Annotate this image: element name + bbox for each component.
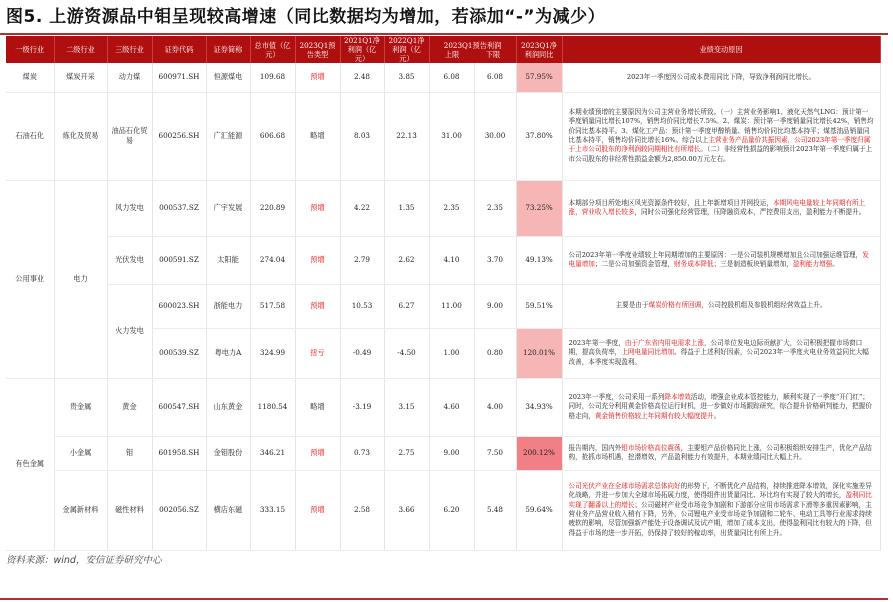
header-l2: 二级行业 <box>54 36 107 63</box>
cell-reason: 主要是由于煤炭价格有所回调，公司控股机组及参股机组经营效益上升。 <box>562 284 880 328</box>
cell-code: 600547.SH <box>152 378 206 436</box>
cell-name: 广汇能源 <box>206 92 250 180</box>
cell-upper: 6.08 <box>429 63 474 92</box>
cell-reason: 2023年一季度，公司采用一系列降本增效活动，增强企业成本管控能力，顺利实现了一季度“开门红”；同时，公司充分利用黄金价格高位运行时机，进一步做好市场跟踪研究，综合提升价格研判能力，把握价格走向，黄金销售价格较上年同期有较大幅度提升。 <box>562 378 880 436</box>
header-lower: 下限 <box>485 49 501 59</box>
cell-reason: 2023年第一季度，由于广东省内用电需求上涨，公司单位发电边际贡献扩大，公司积极把握市场窗口期，提高负荷率，上网电量同比增加。得益于上述利好因素，公司2023年一季度火电业务效益同比大幅改善，本季度实现盈利。 <box>562 328 880 378</box>
cell-name: 广宇发展 <box>206 180 250 236</box>
cell-mcap: 346.21 <box>250 436 295 470</box>
cell-upper: 9.00 <box>429 436 474 470</box>
cell-mcap: 109.68 <box>250 63 295 92</box>
table-row <box>6 436 880 470</box>
cell-name: 太阳能 <box>206 236 250 284</box>
cell-upper: 6.20 <box>429 470 474 550</box>
title-divider <box>0 33 888 35</box>
cell-upper: 11.00 <box>429 284 474 328</box>
cell-ftype: 略增 <box>295 92 340 180</box>
header-2022q1: 2022Q1净 利润（亿 元） <box>384 36 429 63</box>
cell-l3: 动力煤 <box>107 63 152 92</box>
cell-q21: 2.58 <box>340 470 384 550</box>
header-mcap: 总市值（亿元） <box>250 36 295 63</box>
cell-l1: 有色金属 <box>6 378 54 550</box>
header-upper: 上限 <box>444 49 460 59</box>
table-row <box>6 180 880 236</box>
cell-ftype: 略增 <box>295 378 340 436</box>
cell-l3: 光伏发电 <box>107 236 152 284</box>
cell-l1: 石油石化 <box>6 92 54 180</box>
cell-mcap: 274.04 <box>250 236 295 284</box>
cell-reason: 公司2023年第一季度业绩较上年同期增加的主要原因：一是公司装机规模增加且公司加强运维管理，发电量增加；二是公司加强资金管理，财务成本降低；三是制造板块销量增加，盈利能力增强。 <box>562 236 880 284</box>
cell-code: 600971.SH <box>152 63 206 92</box>
cell-yoy: 200.12% <box>516 436 562 470</box>
cell-reason: 本期业绩预增的主要原因为公司主营业务增长所致。（一）主营业务影响1、液化天然气LNG：预计第一季度销量同比增长107%，销售均价同比增长7.5%。2、煤炭：预计第一季度销量同比增长42%，销售均价同比基本持平。3、煤化工产品：预计第一季度甲醇销量、销售均价同比均基本持平；煤基油品销量同比基本持平，销售均价同比增长16%。综合以上主营业务产品量价共振因素，公司2023年第一季度归属于上市公司股东的净利润较同期相比有所增长。（二）非经营性损益的影响预计2023年第一季度归属于上市公司股东的非经常性损益金额为2,850.00万元左右。 <box>562 92 880 180</box>
cell-yoy: 37.80% <box>516 92 562 180</box>
cell-upper: 2.35 <box>429 180 474 236</box>
cell-q22: 2.75 <box>384 436 429 470</box>
cell-ftype: 预增 <box>295 180 340 236</box>
table-row <box>6 63 880 92</box>
cell-name: 金钼股份 <box>206 436 250 470</box>
cell-l2: 电力 <box>54 180 107 378</box>
cell-l3: 油品石化贸易 <box>107 92 152 180</box>
cell-q21: -3.19 <box>340 378 384 436</box>
header-l1: 一级行业 <box>6 36 54 63</box>
earnings-table <box>6 36 881 551</box>
cell-lower: 5.48 <box>474 470 516 550</box>
cell-name: 浙能电力 <box>206 284 250 328</box>
table-row <box>6 236 880 284</box>
cell-ftype: 预增 <box>295 236 340 284</box>
header-forecast-type: 2023Q1预告类型 <box>295 36 340 63</box>
cell-l3: 风力发电 <box>107 180 152 236</box>
cell-q22: 1.35 <box>384 180 429 236</box>
cell-q22: 3.66 <box>384 470 429 550</box>
cell-upper: 1.00 <box>429 328 474 378</box>
cell-code: 000591.SZ <box>152 236 206 284</box>
cell-q22: 22.13 <box>384 92 429 180</box>
cell-mcap: 517.58 <box>250 284 295 328</box>
cell-mcap: 333.15 <box>250 470 295 550</box>
figure-title: 图5. 上游资源品中钼呈现较高增速（同比数据均为增加，若添加“-”为减少） <box>6 7 606 27</box>
header-2023q1-forecast: 2023Q1预告利润 上限 下限 <box>429 36 516 63</box>
cell-l3: 黄金 <box>107 378 152 436</box>
cell-code: 600256.SH <box>152 92 206 180</box>
cell-q22: -4.50 <box>384 328 429 378</box>
cell-yoy: 57.95% <box>516 63 562 92</box>
cell-lower: 4.00 <box>474 378 516 436</box>
cell-yoy: 59.64% <box>516 470 562 550</box>
table-row <box>6 378 880 436</box>
cell-lower: 2.35 <box>474 180 516 236</box>
cell-reason: 报告期内，国内外钼市场价格高位震荡，主要钼产品价格同比上涨，公司积极组织安排生产，优化产品结构，抢抓市场机遇，挖潜增效，产品盈利能力有效提升，本期业绩同比大幅上升。 <box>562 436 880 470</box>
cell-ftype: 扭亏 <box>295 328 340 378</box>
header-name: 证券简称 <box>206 36 250 63</box>
cell-q21: 2.79 <box>340 236 384 284</box>
cell-yoy: 120.01% <box>516 328 562 378</box>
cell-yoy: 73.25% <box>516 180 562 236</box>
cell-l1: 公用事业 <box>6 180 54 378</box>
cell-l3: 钼 <box>107 436 152 470</box>
cell-q21: -0.49 <box>340 328 384 378</box>
cell-l2: 煤炭开采 <box>54 63 107 92</box>
cell-lower: 9.00 <box>474 284 516 328</box>
cell-code: 000537.SZ <box>152 180 206 236</box>
cell-lower: 6.08 <box>474 63 516 92</box>
table-row <box>6 92 880 180</box>
bottom-divider <box>0 598 888 600</box>
cell-name: 山东黄金 <box>206 378 250 436</box>
cell-l2: 小金属 <box>54 436 107 470</box>
header-l3: 三级行业 <box>107 36 152 63</box>
cell-l3: 火力发电 <box>107 284 152 378</box>
header-reason: 业绩变动原因 <box>562 36 880 63</box>
cell-q21: 8.03 <box>340 92 384 180</box>
cell-mcap: 606.68 <box>250 92 295 180</box>
cell-ftype: 预增 <box>295 284 340 328</box>
header-yoy: 2023Q1净利润同比 <box>516 36 562 63</box>
source-note: 资料来源：wind，安信证券研究中心 <box>6 555 162 566</box>
cell-yoy: 59.51% <box>516 284 562 328</box>
cell-ftype: 预增 <box>295 63 340 92</box>
table-row <box>6 284 880 328</box>
cell-name: 横店东磁 <box>206 470 250 550</box>
cell-reason: 2023年一季度因公司成本费用同比下降，导致净利润同比增长。 <box>562 63 880 92</box>
cell-code: 002056.SZ <box>152 470 206 550</box>
cell-mcap: 1180.54 <box>250 378 295 436</box>
cell-upper: 31.00 <box>429 92 474 180</box>
cell-q22: 3.85 <box>384 63 429 92</box>
cell-lower: 7.50 <box>474 436 516 470</box>
cell-ftype: 预增 <box>295 470 340 550</box>
cell-q22: 3.15 <box>384 378 429 436</box>
table-row <box>6 470 880 550</box>
cell-l2: 贵金属 <box>54 378 107 436</box>
cell-mcap: 220.89 <box>250 180 295 236</box>
cell-yoy: 34.93% <box>516 378 562 436</box>
cell-lower: 0.80 <box>474 328 516 378</box>
cell-reason: 公司光伏产业在全球市场需求总体向好的形势下，不断优化产品结构，持续推进降本增效，深化实施差异化战略，并进一步加大全球市场拓展力度，使得组件出货量同比、环比均有实现了较大的增长，盈利同比实现了翻番以上的增长；公司磁材产业受市场竞争加剧和下游部分应用市场需求下滑等多重因素影响，主营业务产品营业收入稍有下降，另外，公司锂电产业受市场竞争加剧和二轮车、电动工具等行业需求持续疲软的影响，尽管加强新产能处于设备调试及试产期，增加了成本支出，使得盈利同比有较大的下降，但得益于市场的进一步开拓，仍保持了较好的稼动率，出货量同比有所上升。 <box>562 470 880 550</box>
cell-q21: 10.53 <box>340 284 384 328</box>
cell-name: 恒源煤电 <box>206 63 250 92</box>
cell-name: 粤电力A <box>206 328 250 378</box>
cell-q21: 0.73 <box>340 436 384 470</box>
cell-upper: 4.60 <box>429 378 474 436</box>
cell-reason: 本期部分项目所处地区风光资源条件较好，且上年新增项目并网投运，本期风电电量较上年同期有所上涨，营业收入增长较多，同时公司强化经营管理，压降融资成本，严控费用支出，盈利能力不断提升。 <box>562 180 880 236</box>
cell-lower: 3.70 <box>474 236 516 284</box>
cell-yoy: 49.13% <box>516 236 562 284</box>
cell-code: 600023.SH <box>152 284 206 328</box>
cell-mcap: 324.99 <box>250 328 295 378</box>
cell-l2: 炼化及贸易 <box>54 92 107 180</box>
header-2021q1: 2021Q1净 利润（亿 元） <box>340 36 384 63</box>
cell-ftype: 预增 <box>295 436 340 470</box>
cell-q21: 2.48 <box>340 63 384 92</box>
header-code: 证券代码 <box>152 36 206 63</box>
cell-upper: 4.10 <box>429 236 474 284</box>
cell-q22: 6.27 <box>384 284 429 328</box>
cell-q22: 2.62 <box>384 236 429 284</box>
cell-l3: 磁性材料 <box>107 470 152 550</box>
cell-l2: 金属新材料 <box>54 470 107 550</box>
cell-lower: 30.00 <box>474 92 516 180</box>
cell-q21: 4.22 <box>340 180 384 236</box>
cell-l1: 煤炭 <box>6 63 54 92</box>
cell-code: 601958.SH <box>152 436 206 470</box>
cell-code: 000539.SZ <box>152 328 206 378</box>
